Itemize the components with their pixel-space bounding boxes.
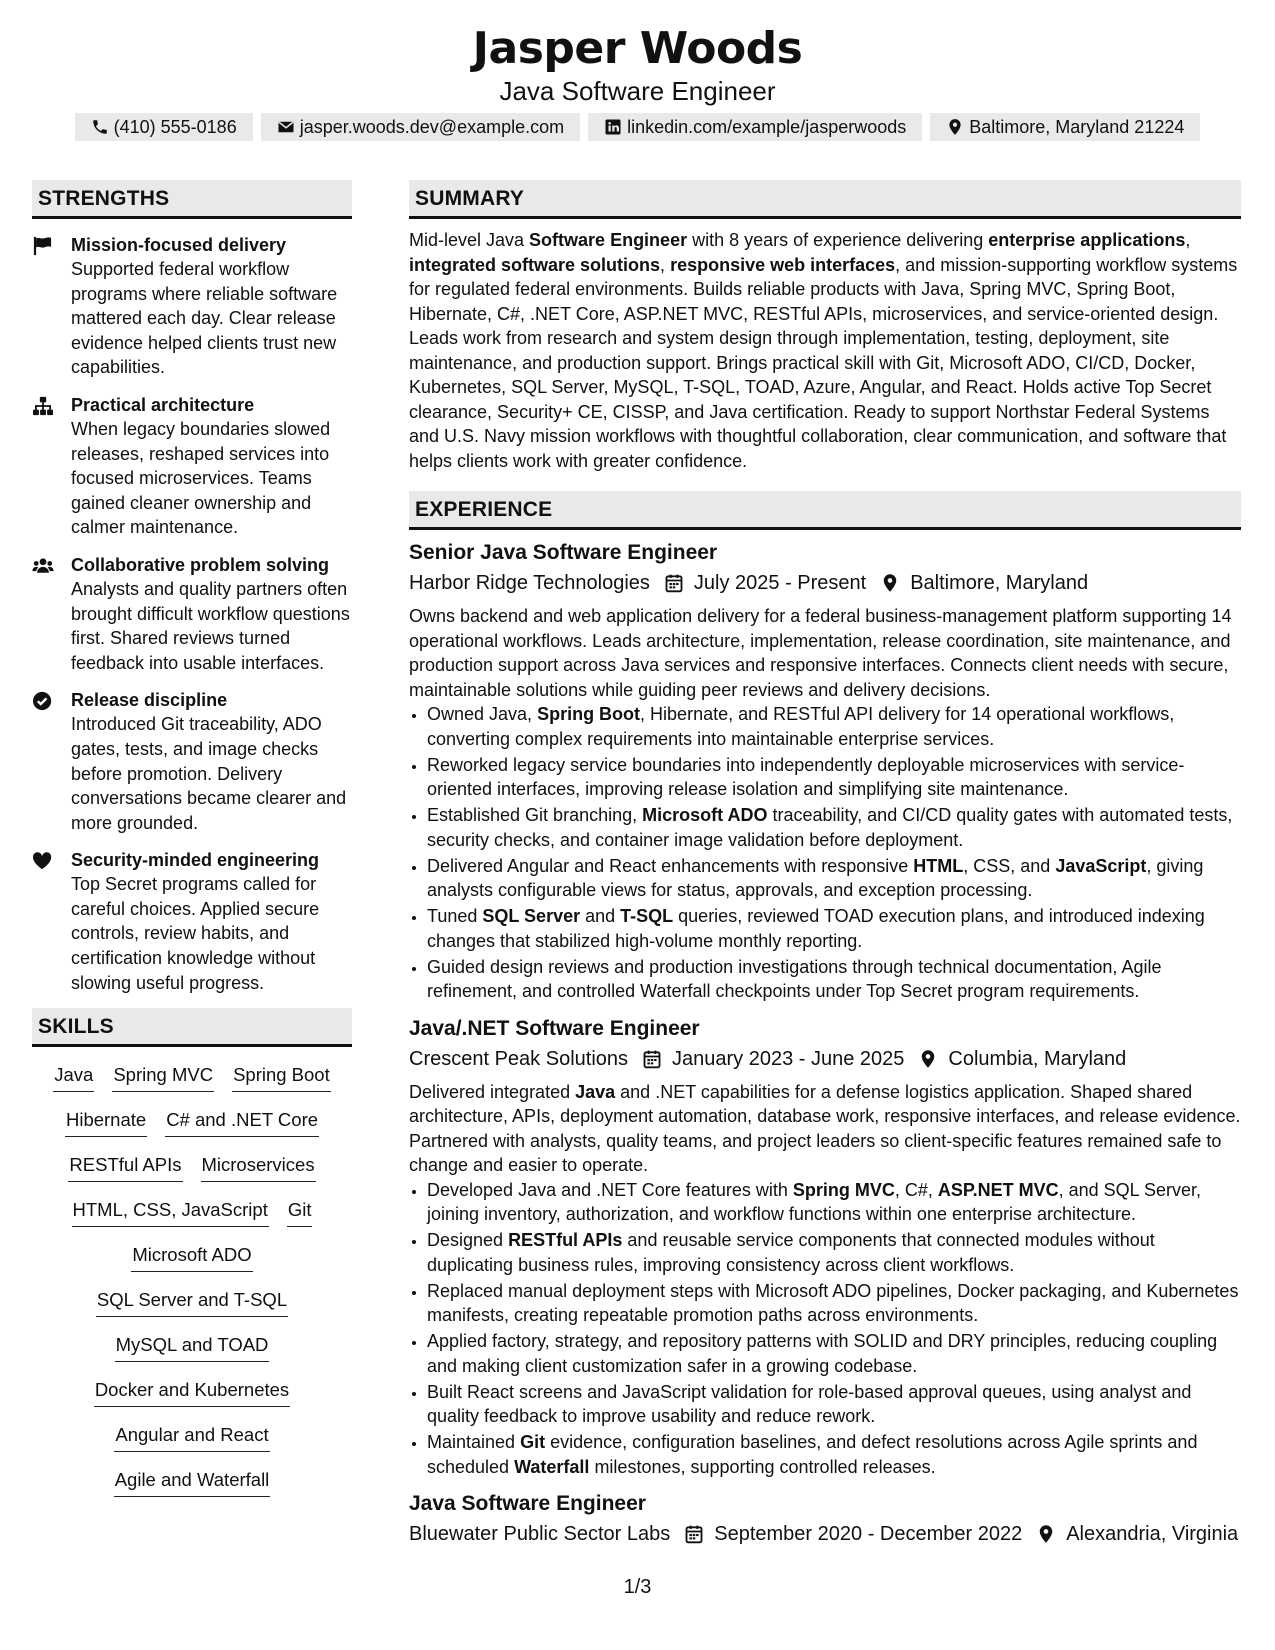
job-company: Harbor Ridge Technologies <box>409 572 650 594</box>
linkedin-icon <box>604 118 622 136</box>
skills-row <box>32 1331 352 1376</box>
bold-keyword: Microsoft ADO <box>642 805 768 825</box>
calendar-icon <box>664 573 684 593</box>
skills-row <box>32 1286 352 1331</box>
bold-keyword: SQL Server <box>482 906 581 926</box>
left-column <box>32 180 352 1511</box>
text-run: , CSS, and <box>963 855 1056 876</box>
resume-header <box>0 22 1275 106</box>
job-meta <box>409 1519 1241 1549</box>
strength-text: When legacy boundaries slowed releases, reshaped services into focused microservices. Teams gained cleaner ownership and calmer maintenance. <box>71 418 331 538</box>
job-bullet <box>427 1279 1241 1328</box>
strength-title: Mission-focused delivery <box>71 235 287 255</box>
bold-keyword: RESTful APIs <box>508 1230 623 1250</box>
skill-tag: Hibernate <box>65 1106 147 1137</box>
text-run: Designed <box>427 1230 509 1250</box>
text-run: Owned Java, <box>427 704 538 724</box>
skills-row <box>32 1151 352 1196</box>
contact-location <box>930 113 1200 141</box>
skills-row <box>32 1106 352 1151</box>
strength-text: Supported federal workflow programs where reliable software mattered each day. Clear release evidence helped clients trust new capabilities. <box>71 259 338 378</box>
text-run: and .NET capabilities for a defense logistics application. Shaped shared architecture, APIs, deployment automation, database work, responsive interfaces, and release evidence. Partnered with analysts, quality teams, and project leaders so client-specific features remained safe to change and easier to operate. <box>409 1081 1241 1175</box>
skill-tag: Git <box>287 1196 313 1227</box>
skill-tag: Microsoft ADO <box>131 1241 252 1272</box>
text-run: Tuned <box>427 906 483 926</box>
location-pin-icon <box>880 573 900 593</box>
job-bullet <box>427 753 1241 802</box>
bold-keyword: Java <box>575 1081 616 1102</box>
skill-tag: Agile and Waterfall <box>114 1466 271 1497</box>
skills-row <box>32 1466 352 1511</box>
strength-item <box>32 233 352 380</box>
bold-keyword: Git <box>520 1432 546 1452</box>
bold-keyword: responsive web interfaces <box>670 254 896 275</box>
users-icon <box>32 556 54 576</box>
text-run: Delivered integrated <box>409 1081 576 1102</box>
job-bullet <box>427 1380 1241 1429</box>
location-pin-icon <box>946 118 964 136</box>
bold-keyword: Waterfall <box>514 1456 590 1477</box>
location-pin-icon <box>918 1049 938 1069</box>
bold-keyword: Software Engineer <box>529 230 688 250</box>
bold-keyword: ASP.NET MVC <box>937 1179 1059 1200</box>
text-run: Developed Java and .NET Core features with <box>427 1179 793 1200</box>
skill-tag: RESTful APIs <box>68 1151 182 1182</box>
right-column <box>409 180 1241 1549</box>
calendar-icon <box>684 1524 704 1544</box>
contact-email-text: jasper.woods.dev@example.com <box>299 117 565 137</box>
text-run: evidence, configuration baselines, and defect resolutions across Agile sprints and scheduled <box>427 1432 1198 1477</box>
page-number: 1/3 <box>623 1576 652 1598</box>
text-run: , <box>1185 230 1191 250</box>
text-run: and reusable service components that connected modules without duplicating business rules, improving consistency across client workflows. <box>427 1230 1155 1275</box>
job-location: Baltimore, Maryland <box>910 572 1089 594</box>
skill-tag: SQL Server and T-SQL <box>96 1286 288 1317</box>
skills-row <box>32 1196 352 1241</box>
skill-tag: Microservices <box>201 1151 316 1182</box>
heart-icon <box>32 851 54 871</box>
flag-icon <box>32 236 54 256</box>
job-title: Senior Java Software Engineer <box>409 541 718 564</box>
bold-keyword: Spring MVC <box>792 1179 895 1200</box>
strengths-list <box>32 233 352 995</box>
text-run: Owns backend and web application delivery for a federal business-management platform supporting 14 operational workflows. Leads architecture, implementation, release coordination, site maintenance, and production support across Java services and responsive interfaces. Connects client needs with secure, maintainable solutions while guiding peer reviews and delivery decisions. <box>409 606 1232 700</box>
job-entry <box>409 1489 1241 1549</box>
strength-item <box>32 688 352 835</box>
strength-title: Collaborative problem solving <box>71 554 330 575</box>
phone-icon <box>91 118 109 136</box>
job-company: Crescent Peak Solutions <box>409 1047 629 1070</box>
text-run: Established Git branching, <box>427 805 643 825</box>
experience-heading: EXPERIENCE <box>409 491 1241 530</box>
strength-item <box>32 553 352 675</box>
skills-row <box>32 1421 352 1466</box>
text-run: Applied factory, strategy, and repository patterns with SOLID and DRY principles, reducing coupling and making client customization safer in a growing codebase. <box>427 1331 1218 1376</box>
job-bullets <box>409 702 1241 1004</box>
job-bullet <box>427 1228 1241 1277</box>
contact-linkedin[interactable] <box>588 113 922 141</box>
experience-list <box>409 538 1241 1549</box>
strength-text: Introduced Git traceability, ADO gates, tests, and image checks before promotion. Delivery conversations became clearer and more grounded. <box>71 714 347 833</box>
strength-title: Security-minded engineering <box>71 850 320 871</box>
job-entry <box>409 1014 1241 1480</box>
bold-keyword: T-SQL <box>620 906 674 926</box>
skills-row <box>32 1241 352 1286</box>
job-title: Java/.NET Software Engineer <box>409 1016 700 1040</box>
contact-linkedin-text: linkedin.com/example/jasperwoods <box>627 117 907 137</box>
skill-tag: Spring MVC <box>112 1061 214 1092</box>
job-location: Alexandria, Virginia <box>1066 1523 1239 1545</box>
strength-item <box>32 393 352 540</box>
text-run: Built React screens and JavaScript validation for role-based approval queues, using analyst and quality feedback to improve usability and reduce rework. <box>427 1381 1192 1426</box>
contact-email[interactable] <box>261 113 580 141</box>
check-circle-icon <box>32 691 54 711</box>
location-pin-icon <box>1036 1524 1056 1544</box>
candidate-name: Jasper Woods <box>472 23 803 74</box>
bold-keyword: JavaScript <box>1055 855 1147 876</box>
text-run: , and SQL Server, joining inventory, authorization, and workflow functions within one enterprise architecture. <box>427 1179 1202 1224</box>
job-bullet <box>427 1329 1241 1378</box>
sitemap-icon <box>32 396 54 416</box>
skills-row <box>32 1376 352 1421</box>
job-meta <box>409 568 1241 598</box>
job-meta <box>409 1044 1241 1074</box>
skills-row <box>32 1061 352 1106</box>
job-entry <box>409 538 1241 1004</box>
job-title: Java Software Engineer <box>409 1492 646 1515</box>
contact-bar <box>0 113 1275 141</box>
skill-tag: Docker and Kubernetes <box>94 1376 290 1407</box>
job-bullet <box>427 904 1241 953</box>
job-bullet <box>427 803 1241 852</box>
text-run: milestones, supporting controlled releases. <box>589 1456 936 1477</box>
calendar-icon <box>642 1049 662 1069</box>
text-run: traceability, and CI/CD quality gates with automated tests, security checks, and container image validation before deployment. <box>427 805 1233 850</box>
skill-tag: Spring Boot <box>232 1061 331 1092</box>
text-run: Reworked legacy service boundaries into independently deployable microservices with service-oriented interfaces, improving release isolation and simplifying site maintenance. <box>427 754 1185 799</box>
skills-heading: SKILLS <box>32 1008 352 1047</box>
text-run: Delivered Angular and React enhancements with responsive <box>427 855 914 876</box>
text-run: queries, reviewed TOAD execution plans, and introduced indexing changes that stabilized high-volume monthly reporting. <box>427 906 1205 951</box>
text-run: , <box>660 254 671 275</box>
text-run: with 8 years of experience delivering <box>687 230 989 250</box>
bold-keyword: Spring Boot <box>537 704 641 724</box>
strength-text: Analysts and quality partners often brought difficult workflow questions first. Shared reviews turned feedback into usable interfaces. <box>71 578 350 673</box>
strength-title: Release discipline <box>71 690 228 711</box>
job-bullet <box>427 854 1241 903</box>
summary-text <box>409 228 1241 473</box>
strength-item <box>32 848 352 995</box>
bold-keyword: enterprise applications <box>988 230 1186 250</box>
strength-text: Top Secret programs called for careful choices. Applied secure controls, review habits, and certification knowledge without slowing useful progress. <box>71 874 320 993</box>
text-run: , Hibernate, and RESTful API delivery for 14 operational workflows, converting complex requirements into maintainable enterprise services. <box>427 704 1175 749</box>
strengths-heading: STRENGTHS <box>32 180 352 219</box>
text-run: and <box>580 906 621 926</box>
job-dates: July 2025 - Present <box>693 572 867 594</box>
skill-tag: Java <box>53 1061 94 1092</box>
job-location: Columbia, Maryland <box>948 1047 1127 1070</box>
job-bullet <box>427 1430 1241 1479</box>
skill-tag: Angular and React <box>114 1421 269 1452</box>
contact-phone[interactable] <box>75 113 253 141</box>
strength-title: Practical architecture <box>71 394 255 415</box>
candidate-title: Java Software Engineer <box>499 76 776 106</box>
contact-location-text: Baltimore, Maryland 21224 <box>969 117 1185 137</box>
job-bullets <box>409 1178 1241 1480</box>
job-dates: September 2020 - December 2022 <box>714 1523 1023 1545</box>
text-run: , and mission-supporting workflow systems for regulated federal environments. Builds reliable products with Java, Spring MVC, Spring Boot, Hibernate, C#, .NET Core, ASP.NET MVC, RESTful APIs, microservices, and service-oriented design. Leads work from research and system design through implementation, testing, deployment, site maintenance, and production support. Brings practical skill with Git, Microsoft ADO, CI/CD, Docker, Kubernetes, SQL Server, MySQL, T-SQL, TOAD, Azure, Angular, and React. Holds active Top Secret clearance, Security+ CE, CISSP, and Java certification. Ready to support Northstar Federal Systems and U.S. Navy mission workflows with thoughtful collaboration, clear communication, and software that helps clients work with greater confidence. <box>409 254 1238 471</box>
job-bullet <box>427 1178 1241 1227</box>
job-description <box>409 604 1241 702</box>
text-run: , C#, <box>894 1179 938 1200</box>
skill-tag: C# and .NET Core <box>165 1106 319 1137</box>
skill-tag: HTML, CSS, JavaScript <box>72 1196 269 1227</box>
job-company: Bluewater Public Sector Labs <box>409 1523 671 1545</box>
envelope-icon <box>277 118 295 136</box>
skill-tag: MySQL and TOAD <box>115 1331 270 1362</box>
summary-heading: SUMMARY <box>409 180 1241 219</box>
text-run: Guided design reviews and production investigations through technical documentation, Agile refinement, and controlled Waterfall checkpoints under Top Secret program requirements. <box>427 956 1162 1001</box>
text-run: , giving analysts configurable views for status, approvals, and exception processing. <box>427 855 1204 900</box>
job-bullet <box>427 702 1241 751</box>
job-bullet <box>427 955 1241 1004</box>
text-run: Replaced manual deployment steps with Microsoft ADO pipelines, Docker packaging, and Kubernetes manifests, creating repeatable promotion paths across environments. <box>427 1280 1239 1325</box>
job-dates: January 2023 - June 2025 <box>672 1047 905 1070</box>
bold-keyword: HTML <box>913 855 964 876</box>
skills-list <box>32 1061 352 1511</box>
job-description <box>409 1080 1241 1178</box>
bold-keyword: integrated software solutions <box>409 254 661 275</box>
text-run: Maintained <box>427 1432 521 1452</box>
text-run: Mid-level Java <box>409 230 530 250</box>
contact-phone-text: (410) 555-0186 <box>113 117 237 137</box>
